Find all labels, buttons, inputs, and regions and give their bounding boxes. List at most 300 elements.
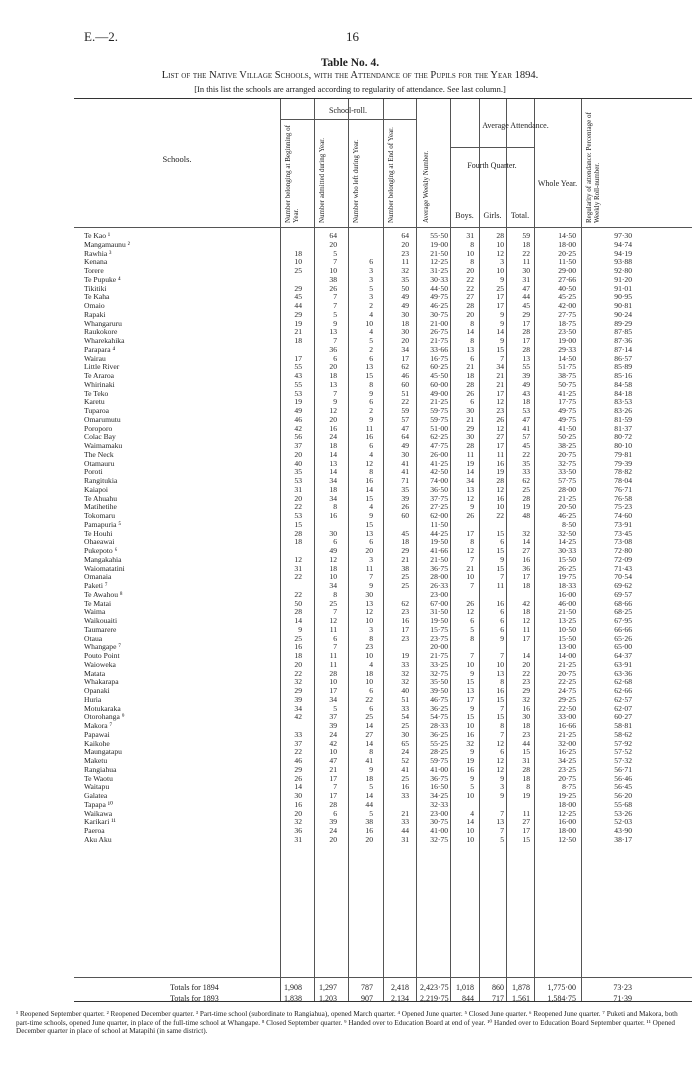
table-cell: 85·89 xyxy=(614,362,632,372)
table-row xyxy=(74,486,692,495)
table-cell: 11 xyxy=(329,659,337,669)
table-cell: 9 xyxy=(369,414,373,424)
table-cell: 16 xyxy=(329,511,337,520)
table-cell: 7 xyxy=(369,572,373,582)
school-name: Waima xyxy=(84,607,106,617)
table-cell: 84·58 xyxy=(614,379,632,389)
table-cell: 30·33 xyxy=(558,546,576,555)
table-cell: 22 xyxy=(466,283,474,293)
table-cell: 16 xyxy=(365,432,373,442)
table-cell: 26 xyxy=(401,502,409,512)
regularity-header: Regularity of attendance: Percentage of Weekly Roll-number. xyxy=(585,112,601,223)
table-cell: 30 xyxy=(401,449,409,459)
table-cell: 83·26 xyxy=(614,406,632,415)
table-cell: 16 xyxy=(496,598,504,608)
table-cell: 18 xyxy=(365,668,373,678)
table-row xyxy=(74,582,692,591)
table-cell: 10 xyxy=(496,266,504,275)
table-cell: 14 xyxy=(365,484,373,494)
table-cell: 41·50 xyxy=(558,423,576,433)
table-cell: 12 xyxy=(329,616,337,625)
table-cell: 28 xyxy=(294,607,302,617)
table-cell: 62 xyxy=(401,362,409,372)
table-cell: 29 xyxy=(294,764,302,774)
table-cell: 33 xyxy=(401,703,409,713)
table-cell: 17·75 xyxy=(558,397,576,407)
table-cell: 19·50 xyxy=(430,616,448,625)
school-name: Te Pupuke ⁴ xyxy=(84,274,121,284)
table-cell: 13 xyxy=(329,379,337,389)
table-cell: 11 xyxy=(522,624,530,634)
table-cell: 38·25 xyxy=(558,441,576,450)
table-cell: 31 xyxy=(522,274,530,284)
table-cell: 16·00 xyxy=(558,817,576,827)
table-cell: 44 xyxy=(522,292,530,302)
table-cell: 10 xyxy=(466,791,474,800)
table-cell: 16 xyxy=(329,423,337,433)
table-cell: 56·20 xyxy=(614,791,632,800)
table-cell: 17 xyxy=(496,388,504,398)
table-cell: 20 xyxy=(329,362,337,372)
table-cell: 23 xyxy=(522,729,530,739)
table-cell: 17 xyxy=(522,633,530,643)
table-cell: 19·00 xyxy=(430,239,448,249)
table-cell: 49 xyxy=(401,301,409,310)
table-cell: 15 xyxy=(496,344,504,354)
table-cell: 30 xyxy=(401,729,409,739)
school-name: Poroporo xyxy=(84,423,113,433)
table-row xyxy=(74,565,692,574)
table-cell: 11 xyxy=(401,257,409,267)
table-cell: 14 xyxy=(466,327,474,337)
school-name: Galatea xyxy=(84,791,108,800)
table-cell: 22 xyxy=(466,274,474,284)
table-cell: 13 xyxy=(466,484,474,494)
table-cell: 55·25 xyxy=(430,738,448,748)
table-cell: 12 xyxy=(496,738,504,748)
table-cell: 15 xyxy=(365,371,373,380)
totals-label: Totals for 1894 xyxy=(170,983,219,992)
table-cell: 6 xyxy=(333,633,337,643)
table-cell: 20 xyxy=(466,309,474,319)
table-cell: 28·00 xyxy=(558,484,576,494)
table-cell: 22 xyxy=(365,694,373,704)
table-cell: 24 xyxy=(329,729,337,739)
table-cell: 16·75 xyxy=(430,353,448,363)
table-cell: 16 xyxy=(294,642,302,652)
school-name: Waikouaiti xyxy=(84,616,118,625)
school-name: Te Waotu xyxy=(84,773,113,783)
table-cell: 10 xyxy=(329,572,337,582)
table-cell: 21·25 xyxy=(558,729,576,739)
table-cell: 55 xyxy=(522,362,530,372)
table-cell: 20 xyxy=(294,449,302,459)
table-cell: 34 xyxy=(329,581,337,590)
table-cell: 26 xyxy=(466,511,474,520)
table-cell: 31 xyxy=(401,834,409,844)
table-row xyxy=(74,827,692,836)
table-cell: 79·39 xyxy=(614,458,632,468)
table-cell: 10 xyxy=(365,651,373,660)
table-cell: 13 xyxy=(522,353,530,363)
school-name: Parapara ⁴ xyxy=(84,344,116,354)
school-name: Rangitukia xyxy=(84,476,118,485)
table-cell: 14·25 xyxy=(558,537,576,547)
table-cell: 49 xyxy=(522,379,530,389)
school-name: Waioweka xyxy=(84,659,116,669)
table-cell: 49·00 xyxy=(430,388,448,398)
table-cell: 21·75 xyxy=(430,336,448,345)
table-cell: 35 xyxy=(522,458,530,468)
table-cell: 10 xyxy=(365,677,373,687)
table-cell: 75·23 xyxy=(614,502,632,512)
totals-cell: 717 xyxy=(492,994,504,1003)
school-name: Pamapuria ⁵ xyxy=(84,519,122,529)
table-cell: 32 xyxy=(522,528,530,538)
table-cell: 8 xyxy=(369,379,373,389)
table-cell: 83·53 xyxy=(614,397,632,407)
school-name: Waikawa xyxy=(84,808,113,818)
table-cell: 19·00 xyxy=(558,336,576,345)
table-cell: 8 xyxy=(470,257,474,267)
table-cell: 49 xyxy=(329,546,337,555)
table-cell: 43 xyxy=(294,371,302,380)
table-cell: 46·00 xyxy=(558,598,576,608)
table-cell: 47 xyxy=(522,414,530,424)
school-name: Whangaruru xyxy=(84,318,122,328)
table-cell: 3 xyxy=(500,257,504,267)
table-cell: 20 xyxy=(294,808,302,818)
table-cell: 16 xyxy=(496,493,504,503)
table-cell: 18 xyxy=(522,397,530,407)
table-cell: 5 xyxy=(333,703,337,713)
table-cell: 27·25 xyxy=(430,502,448,512)
table-row xyxy=(74,713,692,722)
table-row xyxy=(74,687,692,696)
totals-cell: 1,297 xyxy=(319,983,337,992)
table-cell: 26 xyxy=(466,598,474,608)
table-cell: 28·33 xyxy=(430,721,448,730)
table-cell: 89·29 xyxy=(614,318,632,328)
table-cell: 2 xyxy=(369,406,373,415)
table-cell: 18·75 xyxy=(558,318,576,328)
table-cell: 26·33 xyxy=(430,581,448,590)
table-cell: 59·75 xyxy=(430,414,448,424)
table-cell: 15 xyxy=(496,712,504,722)
table-cell: 19 xyxy=(294,318,302,328)
table-cell: 45 xyxy=(294,292,302,302)
school-name: Wharekahika xyxy=(84,336,125,345)
table-cell: 5 xyxy=(369,336,373,345)
table-cell: 90·95 xyxy=(614,292,632,302)
table-cell: 10 xyxy=(496,502,504,512)
table-cell: 41 xyxy=(365,756,373,765)
table-cell: 34 xyxy=(329,694,337,704)
table-cell: 14·00 xyxy=(558,651,576,660)
totals-cell: 1,561 xyxy=(512,994,530,1003)
table-cell: 65·26 xyxy=(614,633,632,643)
table-cell: 73·91 xyxy=(614,519,632,529)
table-cell: 10 xyxy=(329,266,337,275)
table-cell: 34·25 xyxy=(558,756,576,765)
table-row xyxy=(74,617,692,626)
table-cell: 68·66 xyxy=(614,598,632,608)
table-cell: 10 xyxy=(496,659,504,669)
table-cell: 6 xyxy=(369,257,373,267)
table-cell: 41·25 xyxy=(558,388,576,398)
table-cell: 18 xyxy=(522,239,530,249)
attendance-table xyxy=(74,98,692,1002)
table-row xyxy=(74,757,692,766)
table-cell: 34 xyxy=(466,476,474,485)
table-cell: 14 xyxy=(365,791,373,800)
table-cell: 38 xyxy=(401,563,409,573)
table-cell: 28·00 xyxy=(430,572,448,582)
table-cell: 8 xyxy=(369,747,373,757)
table-cell: 18 xyxy=(401,537,409,547)
table-cell: 55·68 xyxy=(614,799,632,809)
table-cell: 57·32 xyxy=(614,756,632,765)
table-cell: 29 xyxy=(522,686,530,695)
table-cell: 18 xyxy=(365,773,373,783)
table-cell: 14 xyxy=(466,467,474,477)
table-row xyxy=(74,302,692,311)
table-row xyxy=(74,372,692,381)
totals-cell: 2,423·75 xyxy=(420,983,449,992)
table-cell: 32·00 xyxy=(558,738,576,748)
table-cell: 3 xyxy=(369,274,373,284)
table-cell: 73·08 xyxy=(614,537,632,547)
table-cell: 6 xyxy=(333,353,337,363)
table-cell: 32 xyxy=(294,817,302,827)
totals-cell: 1,584·75 xyxy=(547,994,576,1003)
table-cell: 41·00 xyxy=(430,764,448,774)
table-cell: 18 xyxy=(294,537,302,547)
table-cell: 9 xyxy=(369,581,373,590)
table-cell: 7 xyxy=(333,642,337,652)
totals-cell: 2,219·75 xyxy=(420,994,449,1003)
table-cell: 30·75 xyxy=(430,817,448,827)
table-row xyxy=(74,241,692,250)
table-cell: 4 xyxy=(470,808,474,818)
table-cell: 8 xyxy=(369,467,373,477)
table-cell: 9 xyxy=(333,397,337,407)
school-name: Waitapu xyxy=(84,782,110,792)
table-cell: 29 xyxy=(294,686,302,695)
table-cell: 2 xyxy=(369,344,373,354)
table-cell: 31·25 xyxy=(430,266,448,275)
page-number: 16 xyxy=(346,29,359,44)
table-cell: 10 xyxy=(466,659,474,669)
table-cell: 18 xyxy=(329,563,337,573)
table-cell: 59 xyxy=(522,231,530,240)
table-cell: 36·25 xyxy=(430,703,448,713)
table-cell: 5 xyxy=(369,283,373,293)
table-cell: 15 xyxy=(496,528,504,538)
table-cell: 71·43 xyxy=(614,563,632,573)
table-row xyxy=(74,293,692,302)
table-cell: 84·18 xyxy=(614,388,632,398)
table-cell: 6 xyxy=(470,616,474,625)
table-cell: 8·75 xyxy=(562,782,576,792)
table-note: [In this list the schools are arranged according to regularity of attendance. See last column.] xyxy=(194,84,506,94)
table-cell: 23 xyxy=(401,248,409,258)
table-cell: 13 xyxy=(365,528,373,538)
table-cell: 10 xyxy=(466,572,474,582)
table-cell: 20 xyxy=(365,834,373,844)
table-cell: 20 xyxy=(522,659,530,669)
table-cell: 11 xyxy=(522,257,530,267)
table-cell: 49·75 xyxy=(558,406,576,415)
table-cell: 59·75 xyxy=(430,406,448,415)
table-cell: 21·25 xyxy=(558,493,576,503)
totals-cell: 71·39 xyxy=(613,994,632,1003)
table-cell: 35 xyxy=(401,274,409,284)
table-cell: 23·75 xyxy=(430,633,448,643)
table-cell: 51 xyxy=(401,694,409,704)
table-cell: 42·00 xyxy=(558,301,576,310)
school-name: Paeroa xyxy=(84,826,105,835)
table-cell: 14 xyxy=(294,782,302,792)
table-cell: 6 xyxy=(500,624,504,634)
table-row xyxy=(74,705,692,714)
table-cell: 14 xyxy=(329,449,337,459)
table-cell: 20 xyxy=(401,239,409,249)
table-cell: 93·88 xyxy=(614,257,632,267)
table-cell: 18 xyxy=(329,484,337,494)
table-cell: 20·00 xyxy=(430,642,448,652)
table-cell: 6 xyxy=(470,397,474,407)
table-cell: 10 xyxy=(496,239,504,249)
table-cell: 23 xyxy=(522,677,530,687)
table-cell: 37 xyxy=(294,441,302,450)
totals-cell: 1,203 xyxy=(319,994,337,1003)
table-cell: 13·00 xyxy=(558,642,576,652)
table-cell: 47 xyxy=(401,423,409,433)
table-cell: 22 xyxy=(401,397,409,407)
table-cell: 2 xyxy=(369,301,373,310)
table-cell: 9 xyxy=(500,791,504,800)
table-cell: 43·90 xyxy=(614,826,632,835)
table-cell: 17 xyxy=(522,336,530,345)
table-cell: 73·45 xyxy=(614,528,632,538)
table-cell: 51·00 xyxy=(430,423,448,433)
table-cell: 13 xyxy=(329,458,337,468)
table-cell: 63·36 xyxy=(614,668,632,678)
table-cell: 21 xyxy=(496,371,504,380)
table-cell: 30 xyxy=(466,406,474,415)
table-cell: 7 xyxy=(470,581,474,590)
totals-cell: 1,018 xyxy=(456,983,474,992)
table-cell: 92·80 xyxy=(614,266,632,275)
table-cell: 25 xyxy=(294,266,302,275)
table-cell: 60·27 xyxy=(614,712,632,722)
table-cell: 79·81 xyxy=(614,449,632,459)
table-row xyxy=(74,267,692,276)
table-cell: 12 xyxy=(329,554,337,564)
table-cell: 17 xyxy=(294,353,302,363)
table-cell: 22 xyxy=(522,449,530,459)
table-cell: 9 xyxy=(369,511,373,520)
table-cell: 32 xyxy=(294,677,302,687)
table-cell: 46·75 xyxy=(430,694,448,704)
table-cell: 17 xyxy=(329,686,337,695)
table-cell: 78·82 xyxy=(614,467,632,477)
table-cell: 50 xyxy=(401,283,409,293)
table-cell: 12 xyxy=(522,616,530,625)
table-row xyxy=(74,250,692,259)
table-cell: 9 xyxy=(470,773,474,783)
table-row xyxy=(74,311,692,320)
totals-cell: 860 xyxy=(492,983,504,992)
table-row xyxy=(74,608,692,617)
table-cell: 5 xyxy=(333,309,337,319)
table-cell: 8 xyxy=(333,502,337,512)
table-cell: 7 xyxy=(500,703,504,713)
table-cell: 18 xyxy=(294,248,302,258)
table-cell: 10 xyxy=(466,826,474,835)
table-cell: 11 xyxy=(496,581,504,590)
table-cell: 10 xyxy=(329,747,337,757)
totals-cell: 2,418 xyxy=(391,983,409,992)
table-cell: 27 xyxy=(522,546,530,555)
table-cell: 30 xyxy=(365,589,373,599)
table-cell: 13 xyxy=(466,686,474,695)
table-cell: 87·14 xyxy=(614,344,632,354)
table-cell: 11·50 xyxy=(558,257,576,267)
table-cell: 38 xyxy=(329,274,337,284)
table-row xyxy=(74,836,692,845)
table-cell: 26·00 xyxy=(430,449,448,459)
table-cell: 4 xyxy=(369,659,373,669)
table-cell: 22 xyxy=(294,502,302,512)
table-cell: 16 xyxy=(496,458,504,468)
table-cell: 41 xyxy=(401,467,409,477)
table-cell: 21·50 xyxy=(430,554,448,564)
table-cell: 10 xyxy=(466,721,474,730)
table-row xyxy=(74,678,692,687)
table-cell: 29·33 xyxy=(558,344,576,354)
table-cell: 25 xyxy=(401,773,409,783)
table-cell: 22 xyxy=(294,747,302,757)
table-cell: 28 xyxy=(466,379,474,389)
table-cell: 57·52 xyxy=(614,747,632,757)
table-cell: 65 xyxy=(401,738,409,748)
table-row xyxy=(74,442,692,451)
table-row xyxy=(74,381,692,390)
table-cell: 60 xyxy=(401,379,409,389)
table-cell: 11 xyxy=(365,423,373,433)
table-cell: 8·50 xyxy=(562,519,576,529)
table-row xyxy=(74,635,692,644)
table-cell: 16 xyxy=(365,826,373,835)
school-name: Kaiapoi xyxy=(84,484,109,494)
table-cell: 28 xyxy=(522,764,530,774)
table-cell: 14 xyxy=(522,537,530,547)
table-cell: 12 xyxy=(496,397,504,407)
table-cell: 19 xyxy=(522,791,530,800)
school-name: Rangiahua xyxy=(84,764,117,774)
table-cell: 12·25 xyxy=(430,257,448,267)
school-name: Te Matai xyxy=(84,598,112,608)
table-cell: 41·25 xyxy=(430,458,448,468)
table-row xyxy=(74,766,692,775)
table-cell: 16·50 xyxy=(430,782,448,792)
table-cell: 13 xyxy=(365,362,373,372)
table-cell: 40 xyxy=(294,458,302,468)
totals-label: Totals for 1893 xyxy=(170,994,219,1003)
table-cell: 35 xyxy=(401,484,409,494)
